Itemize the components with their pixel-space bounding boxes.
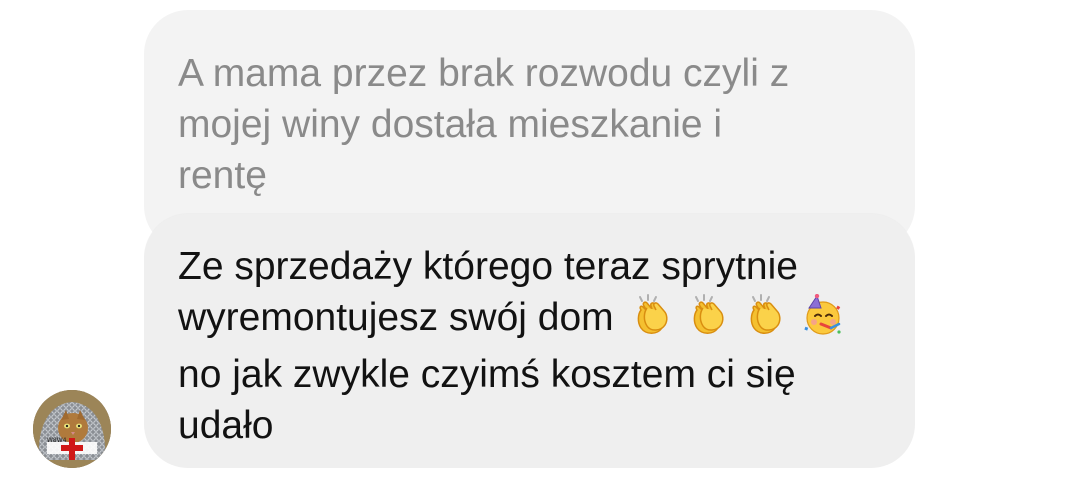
- partying-face-icon: [801, 294, 843, 336]
- avatar[interactable]: [33, 390, 111, 468]
- clapping-hands-icon: [687, 294, 729, 336]
- clapping-hands-icon: [631, 294, 673, 336]
- avatar-knight-cat-icon: [33, 390, 111, 468]
- emoji-row: [631, 294, 848, 349]
- message-line: Ze sprzedaży którego teraz sprytnie: [178, 245, 798, 288]
- message-line: no jak zwykle czyimś kosztem ci się: [178, 353, 796, 396]
- message-line: udało: [178, 404, 274, 447]
- message-bubble[interactable]: [144, 214, 915, 468]
- clapping-hands-icon: [744, 294, 786, 336]
- message-text: [178, 241, 881, 451]
- message-line: wyremontujesz swój dom: [178, 296, 614, 339]
- quoted-line: mojej winy dostała mieszkanie i: [178, 103, 723, 146]
- quoted-line: A mama przez brak rozwodu czyli z: [178, 52, 790, 95]
- quoted-line: rentę: [178, 154, 267, 197]
- quoted-message-text: [178, 48, 881, 201]
- svg-text:W8W4: W8W4: [47, 437, 67, 444]
- message-line-with-emojis: [178, 292, 881, 349]
